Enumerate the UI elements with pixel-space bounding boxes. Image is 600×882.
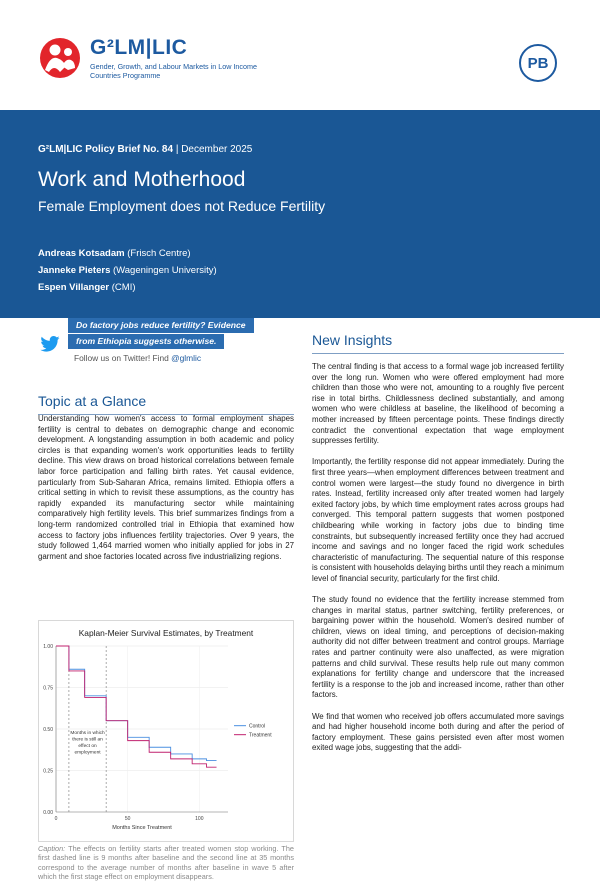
twitter-follow-text (74, 353, 201, 363)
series-date: | December 2025 (175, 144, 253, 155)
author-affiliation: (Wageningen University) (113, 265, 217, 276)
twitter-quote-line-1: Do factory jobs reduce fertility? Evidence (68, 318, 254, 333)
author-name: Andreas Kotsadam (38, 248, 125, 259)
topic-body: Understanding how women's access to formal employment shapes fertility is central to debates on demographic change and economic development. A longstanding assumption in both academic and policy circles is that expanding women's work opportunities leads to fertility decline. This view draws on broad historical correlations between female labor force participation and falling birth rates. Yet causal evidence, particularly from Sub-Saharan Africa, remains limited. Ethiopia offers a critical setting in which to revisit these assumptions, as the country has rapidly expanded its manufacturing sector while maintaining comparatively high fertility levels. This brief summarizes findings from a long-term randomized controlled trial in Ethiopia that examined how access to factory jobs influences fertility trajectories. Over 9 years, the study followed 1,464 married women who initially applied for jobs in 27 garment and shoe factories located across five industrializing regions. (38, 414, 294, 561)
insights-paragraph: The central finding is that access to a formal wage job increased fertility over the long run. Women who were offered employment had more children than those who were not, amounting to a roughly five percent rise in total births. Childlessness declined substantially, and among women who were childless at baseline, the likelihood of becoming a mother increased by fifteen percentage points. These findings directly contradict the conventional expectation that wage employment suppresses fertility. (312, 362, 564, 446)
series-number: G²LM|LIC Policy Brief No. 84 (38, 144, 174, 155)
x-tick-label: 0 (54, 816, 58, 822)
author-list (38, 245, 217, 296)
chart-annotation: there is still an (72, 737, 103, 743)
legend-label-control: Control (249, 723, 266, 730)
follow-prefix: Follow us on Twitter! Find (74, 353, 169, 363)
author-affiliation: (CMI) (111, 282, 136, 293)
page-subtitle: Female Employment does not Reduce Fertility (38, 198, 326, 214)
km-survival-chart (38, 620, 294, 842)
caption-text: The effects on fertility starts after treated women stop working. The first dashed line is 9 months after baseline and the second line at 35 months correspond to the average number of months after baseline in wave 5 after which the first stage effect on employment disappears. (38, 844, 294, 882)
policy-brief-badge: PB (519, 44, 557, 82)
series-line (38, 144, 252, 155)
g2lm-logo-icon (38, 36, 82, 80)
chart-title: Kaplan-Meier Survival Estimates, by Treatment (78, 628, 254, 638)
logo-subtitle: Gender, Growth, and Labour Markets in Low Income Countries Programme (90, 62, 257, 80)
twitter-promo[interactable] (38, 318, 294, 388)
author-item (38, 245, 217, 262)
y-tick-label: 0.75 (43, 685, 53, 692)
insights-heading: New Insights (312, 332, 564, 354)
chart-annotation: employment (74, 750, 101, 756)
insights-paragraph: Importantly, the fertility response did not appear immediately. During the first three years—when employment differences between treatment and control women were largest—the study found no divergence in birth rates. Instead, fertility increased only after treated women had largely exited factory jobs, by which time employment rates across groups had converged. This temporal pattern suggests that women postponed childbearing while working in factory jobs due to binding time constraints, but subsequently increased fertility once they had accrued income and savings and no longer faced the rigid work schedules characteristic of manufacturing. The sequential nature of this response is consistent with households delaying births until they reach a minimum level of financial security, particularly for the first child. (312, 457, 564, 583)
x-tick-label: 100 (195, 816, 204, 822)
chart-annotation: Months in which (70, 730, 105, 736)
chart-caption (38, 844, 294, 882)
twitter-bird-icon[interactable] (40, 336, 60, 352)
author-item (38, 279, 217, 296)
y-tick-label: 0.25 (43, 768, 53, 775)
chart-annotation: effect on (78, 743, 97, 749)
insights-paragraph: The study found no evidence that the fertility increase stemmed from changes in marital status, partner switching, fertility preferences, or bargaining power within the household. Women's desired number of children, views on ideal timing, and perceptions of decision-making authority did not differ between treatment and control groups. Marriage rates and partner continuity were also unaffected, as were migration patterns and child survival. These results help rule out many common explanations for fertility change and underscore that the increased fertility is a response to the job and increased income, rather than other factors. (312, 595, 564, 700)
title-banner (0, 110, 600, 318)
page-header (0, 0, 600, 110)
x-axis-label: Months Since Treatment (112, 825, 172, 831)
y-tick-label: 1.00 (43, 644, 53, 650)
y-tick-label: 0.50 (43, 727, 53, 733)
topic-heading: Topic at a Glance (38, 393, 294, 415)
author-affiliation: (Frisch Centre) (127, 248, 191, 259)
y-tick-label: 0.00 (43, 810, 53, 816)
legend-label-treatment: Treatment (249, 732, 272, 739)
twitter-handle-link[interactable]: @glmlic (171, 353, 202, 363)
author-name: Espen Villanger (38, 282, 110, 293)
caption-label: Caption: (38, 844, 66, 853)
twitter-quote-line-2: from Ethiopia suggests otherwise. (68, 334, 224, 349)
author-name: Janneke Pieters (38, 265, 111, 276)
page-title: Work and Motherhood (38, 168, 246, 191)
insights-body (312, 362, 564, 765)
logo-title: G²LM|LIC (90, 36, 188, 59)
author-item (38, 262, 217, 279)
insights-paragraph: We find that women who received job offers accumulated more savings and had higher household income both during and after the period of factory employment. These gains persisted even after most women exited wage jobs, suggesting that the addi- (312, 711, 564, 753)
x-tick-label: 50 (124, 816, 131, 822)
